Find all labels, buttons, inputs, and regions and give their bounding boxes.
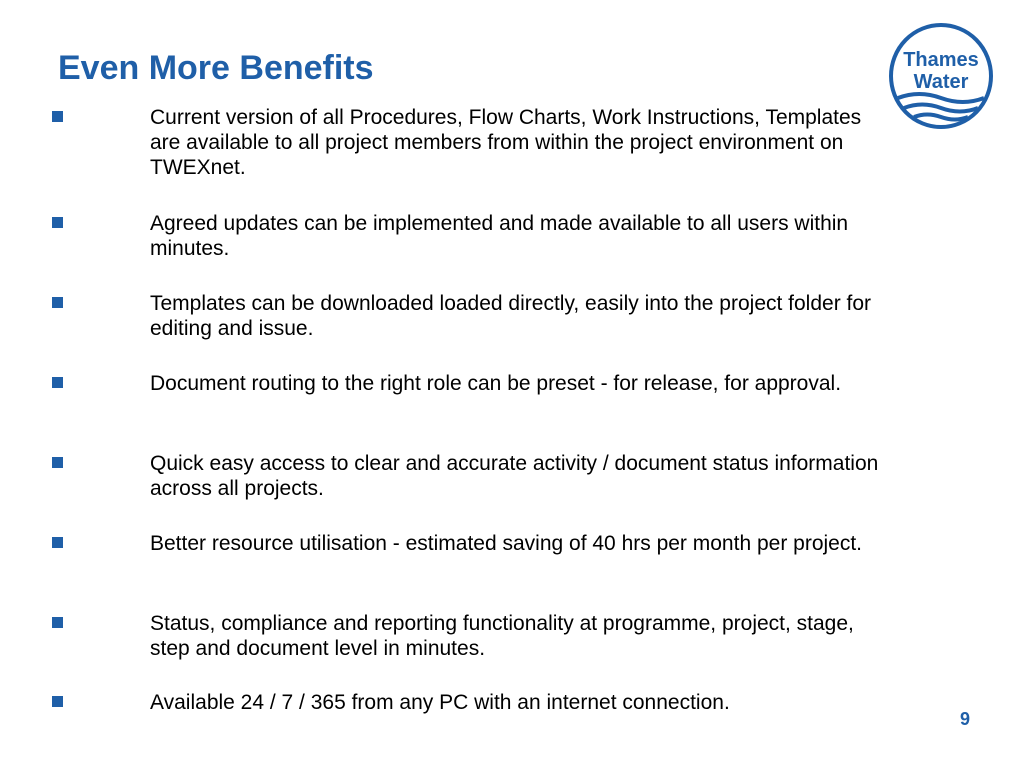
square-bullet-icon <box>52 377 63 388</box>
page-number: 9 <box>959 709 970 729</box>
logo-text-thames: Thames <box>903 49 979 71</box>
square-bullet-icon <box>52 297 63 308</box>
square-bullet-icon <box>52 457 63 468</box>
bullet-text: Better resource utilisation - estimated saving of 40 hrs per month per project. <box>150 532 863 555</box>
square-bullet-icon <box>52 111 63 122</box>
bullet-text: Templates can be downloaded loaded directly, easily into the project folder for editing and issue. <box>150 292 872 340</box>
bullet-text: Current version of all Procedures, Flow Charts, Work Instructions, Templates are available to all project members from within the project environment on TWEXnet. <box>150 106 862 179</box>
bullet-text: Agreed updates can be implemented and made available to all users within minutes. <box>150 212 849 260</box>
square-bullet-icon <box>52 217 63 228</box>
bullet-text: Available 24 / 7 / 365 from any PC with an internet connection. <box>150 691 730 714</box>
slide-title: Even More Benefits <box>58 49 374 87</box>
square-bullet-icon <box>52 696 63 707</box>
bullet-text: Status, compliance and reporting functionality at programme, project, stage, step and document level in minutes. <box>150 612 854 660</box>
logo-text-water: Water <box>913 71 969 93</box>
bullet-text: Quick easy access to clear and accurate activity / document status information across all projects. <box>150 452 879 500</box>
square-bullet-icon <box>52 537 63 548</box>
bullet-text: Document routing to the right role can be preset - for release, for approval. <box>150 372 842 395</box>
square-bullet-icon <box>52 617 63 628</box>
